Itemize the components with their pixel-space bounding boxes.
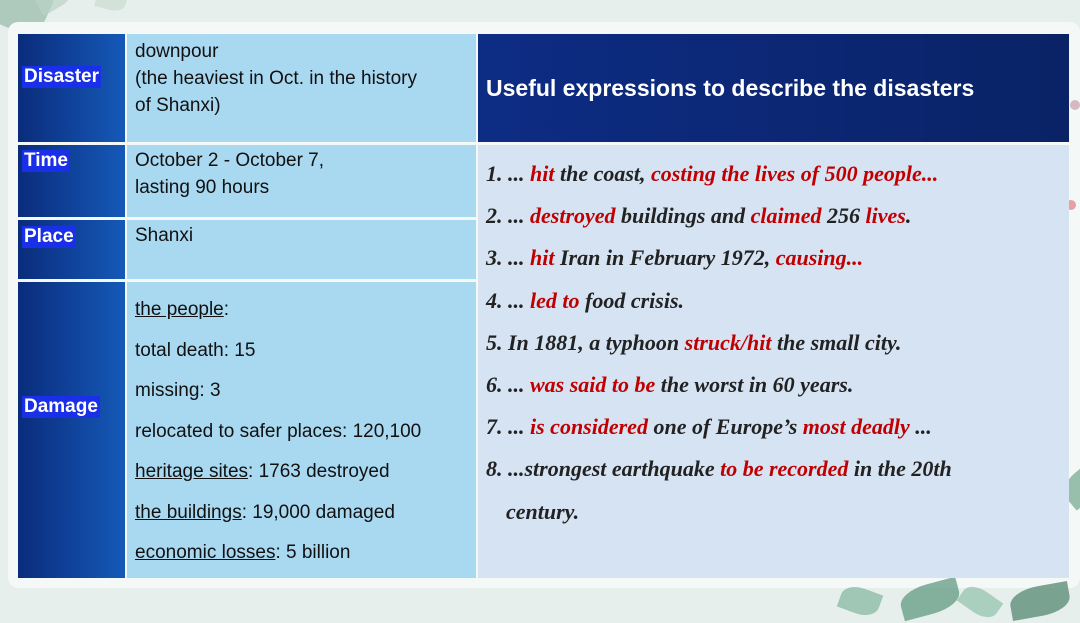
expression-text: century. xyxy=(506,498,580,524)
expression-text: . xyxy=(905,203,912,229)
expression-text: 5. In 1881, a typhoon xyxy=(486,329,685,355)
expression-text: in the 20th xyxy=(848,456,952,482)
expression-highlight: led to xyxy=(530,287,580,313)
damage-people-heading: the people: xyxy=(135,299,230,320)
expression-item xyxy=(486,237,1069,279)
expression-highlight: claimed xyxy=(750,203,822,229)
disaster-value-cell xyxy=(127,34,476,142)
background-leaf xyxy=(94,0,128,14)
expression-item xyxy=(486,280,1069,322)
expression-text: 6. ... xyxy=(486,371,530,397)
expression-item xyxy=(486,448,1069,490)
expression-highlight: hit xyxy=(530,245,555,271)
expression-highlight: struck/hit xyxy=(684,329,772,355)
expression-text: Iran in February 1972, xyxy=(554,245,776,271)
expression-text: 8. ...strongest earthquake xyxy=(486,456,721,482)
expression-text: the small city. xyxy=(771,329,902,355)
place-value: Shanxi xyxy=(135,225,194,246)
expression-item xyxy=(486,491,1069,533)
disaster-value-line: downpour xyxy=(135,41,219,62)
expressions-header xyxy=(478,34,1069,142)
damage-missing: missing: 3 xyxy=(135,380,221,401)
expression-text: 256 xyxy=(821,203,866,229)
damage-label: Damage xyxy=(24,396,98,417)
expressions-list xyxy=(478,145,1069,578)
expression-highlight: lives xyxy=(865,203,906,229)
time-label: Time xyxy=(24,150,69,171)
disaster-label-cell xyxy=(18,34,125,142)
expression-item xyxy=(486,153,1069,195)
expression-text: the worst in 60 years. xyxy=(655,371,854,397)
expression-item xyxy=(486,364,1069,406)
expression-highlight: to be recorded xyxy=(720,456,849,482)
expression-text: 1. ... xyxy=(486,161,530,186)
disaster-label: Disaster xyxy=(24,66,99,87)
disaster-value-line: (the heaviest in Oct. in the history xyxy=(135,68,417,89)
expression-item xyxy=(486,406,1069,448)
expression-text: 4. ... xyxy=(486,287,530,313)
expression-text: 7. ... xyxy=(486,414,530,440)
expression-text: the coast, xyxy=(554,161,652,186)
time-value-cell xyxy=(127,145,476,217)
place-value-cell xyxy=(127,220,476,279)
time-label-cell xyxy=(18,145,125,217)
expression-highlight: was said to be xyxy=(530,371,656,397)
place-label-cell xyxy=(18,220,125,279)
time-value-line: October 2 - October 7, xyxy=(135,150,325,171)
expression-highlight: hit xyxy=(530,161,555,186)
background-dot xyxy=(1070,100,1080,110)
damage-value-cell xyxy=(127,282,476,578)
expression-text: buildings and xyxy=(615,203,751,229)
expression-text: 2. ... xyxy=(486,203,530,229)
damage-economic: economic losses: 5 billion xyxy=(135,542,351,563)
damage-relocated: relocated to safer places: 120,100 xyxy=(135,420,422,442)
expression-highlight: most deadly xyxy=(802,414,910,440)
damage-buildings: the buildings: 19,000 damaged xyxy=(135,501,395,523)
expression-item xyxy=(486,195,1069,237)
expression-text: ... xyxy=(909,414,932,440)
expression-item xyxy=(486,322,1069,364)
expression-text: food crisis. xyxy=(579,287,684,313)
expression-highlight: is considered xyxy=(530,414,648,440)
time-value-line: lasting 90 hours xyxy=(135,177,270,198)
expression-highlight: destroyed xyxy=(530,203,616,229)
disaster-value-line: of Shanxi) xyxy=(135,95,221,116)
damage-label-cell xyxy=(18,282,125,578)
expression-highlight: costing the lives of 500 people... xyxy=(651,161,939,186)
damage-total-death: total death: 15 xyxy=(135,339,256,361)
expression-text: 3. ... xyxy=(486,245,530,271)
expressions-header-text: Useful expressions to describe the disasters xyxy=(486,74,975,101)
damage-heritage: heritage sites: 1763 destroyed xyxy=(135,461,390,482)
expression-highlight: causing... xyxy=(775,245,864,271)
place-label: Place xyxy=(24,226,74,247)
expression-text: one of Europe’s xyxy=(647,414,803,440)
